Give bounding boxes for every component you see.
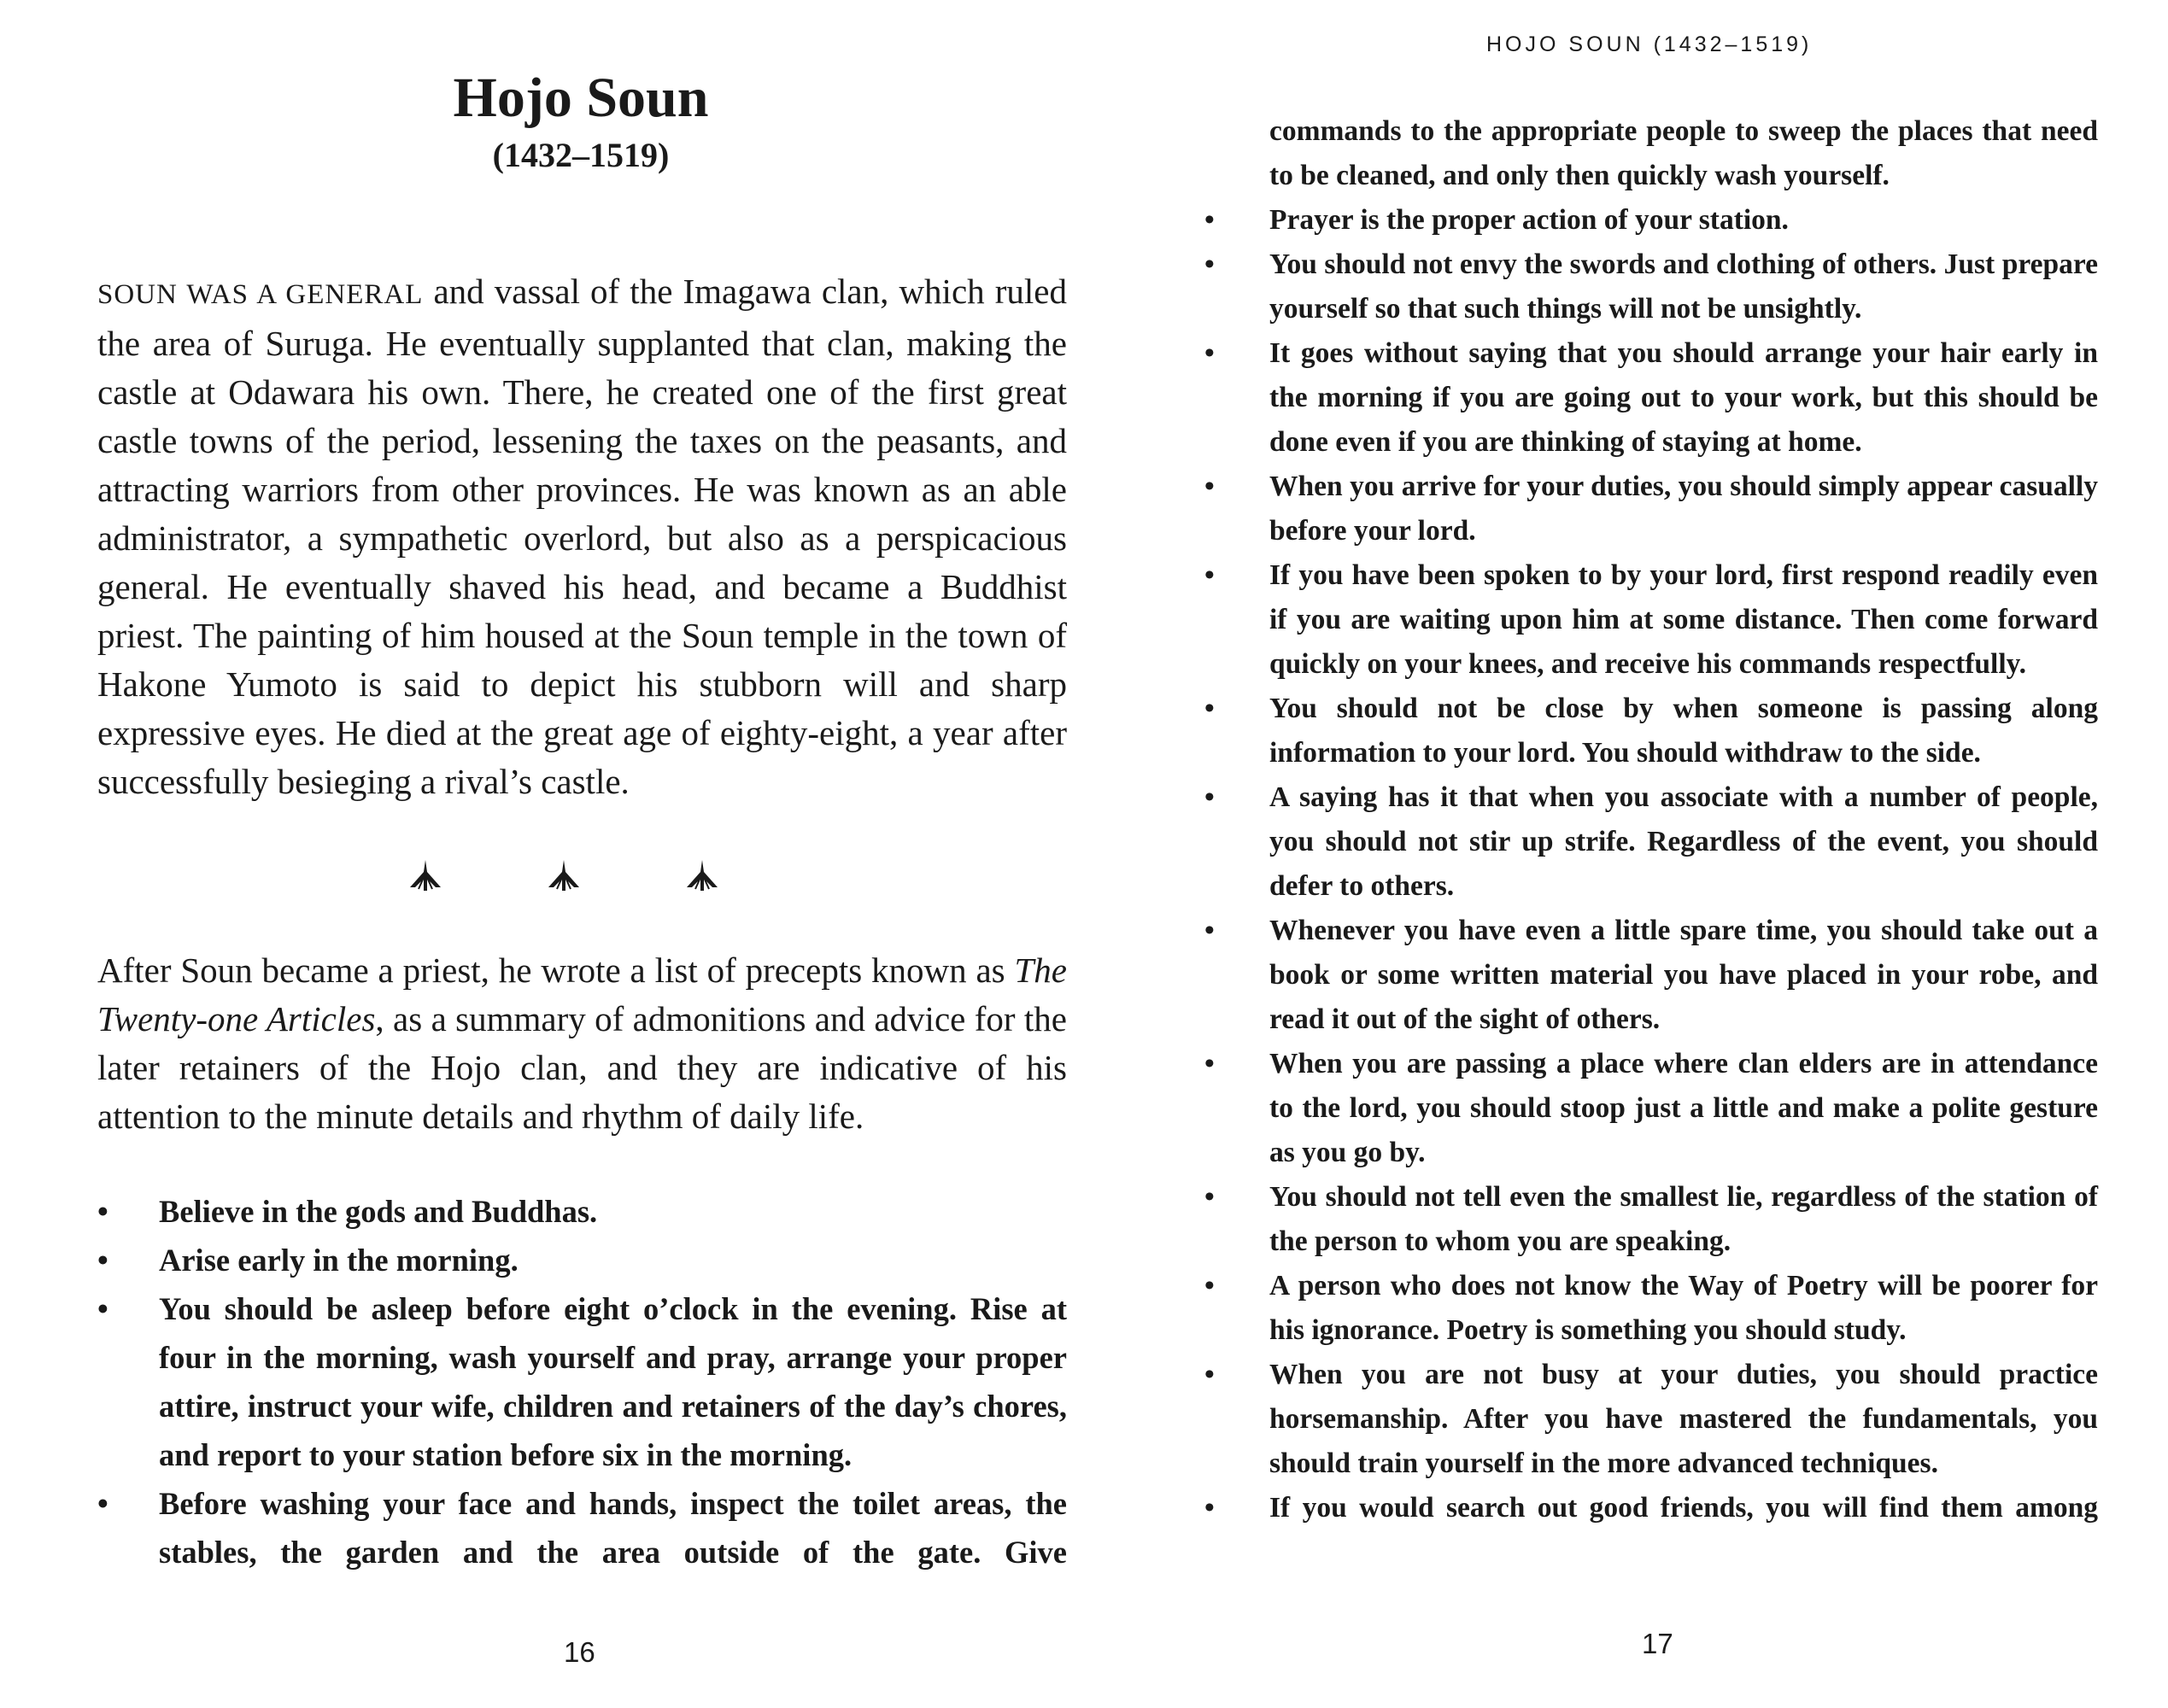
- list-item-text: A person who does not know the Way of Poetry will be poorer for his ignorance. Poetry is something you should study.: [1269, 1270, 2098, 1346]
- list-item-text: Believe in the gods and Buddhas.: [159, 1194, 598, 1229]
- page-number: 17: [1642, 1628, 1673, 1659]
- list-item-text: You should be asleep before eight o’clock in the evening. Rise at four in the morning, wash yourself and pray, arrange your proper attire, instruct your wife, children and retainers of the day’s chores, and report to your station before six in the morning.: [159, 1291, 1067, 1472]
- list-item-text: If you have been spoken to by your lord, first respond readily even if you are waiting upon him at some distance. Then come forward quickly on your knees, and receive his commands respectfully.: [1269, 559, 2098, 680]
- list-item: [1204, 1042, 2098, 1175]
- bullet-icon: •: [1204, 1181, 1215, 1213]
- bullet-icon: •: [97, 1486, 108, 1521]
- bullet-icon: •: [97, 1194, 108, 1229]
- list-item: [1204, 553, 2098, 687]
- running-head: HOJO SOUN (1432–1519): [1486, 32, 1813, 56]
- list-item-text: You should not be close by when someone is passing along information to your lord. You should withdraw to the side.: [1269, 693, 2098, 769]
- precepts-list-right: [1204, 109, 2098, 1530]
- precepts-list-left: [97, 1187, 1067, 1576]
- list-item: [1204, 1353, 2098, 1486]
- list-item: [1204, 1486, 2098, 1530]
- list-item-text: You should not tell even the smallest lie, regardless of the station of the person to whom you are speaking.: [1269, 1181, 2098, 1257]
- chapter-title: Hojo Soun: [453, 67, 709, 129]
- list-item: [97, 1284, 1067, 1479]
- bullet-icon: •: [1204, 249, 1215, 280]
- bullet-icon: •: [97, 1243, 108, 1278]
- bullet-icon: •: [1204, 915, 1215, 946]
- chapter-dates: (1432–1519): [492, 136, 670, 174]
- work-title: The Twenty-one Articles: [97, 951, 1067, 1038]
- list-item-text: It goes without saying that you should arrange your hair early in the morning if you are going out to your work, but this should be done even if you are thinking of staying at home.: [1269, 337, 2098, 458]
- list-item: [1204, 1264, 2098, 1353]
- bullet-icon: •: [1204, 471, 1215, 502]
- list-item-text: Before washing your face and hands, inspect the toilet areas, the stables, the garden and the area outside of the gate. Give: [159, 1486, 1067, 1570]
- list-item-text: When you arrive for your duties, you should simply appear casually before your lord.: [1269, 471, 2098, 547]
- preface-paragraph: [97, 946, 1067, 1141]
- list-item: [1204, 909, 2098, 1042]
- list-item-text: Whenever you have even a little spare time, you should take out a book or some written material you have placed in your robe, and read it out of the sight of others.: [1269, 915, 2098, 1035]
- list-item: [1204, 1175, 2098, 1264]
- list-item: [1204, 198, 2098, 243]
- fleuron-icon: [401, 857, 449, 894]
- list-item-continuation: commands to the appropriate people to sweep the places that need to be cleaned, and only then quickly wash yourself.: [1269, 115, 2098, 191]
- list-item-text: A saying has it that when you associate with a number of people, you should not stir up strife. Regardless of the event, you should defer to others.: [1269, 781, 2098, 902]
- intro-small-caps-lead: SOUN WAS A GENERAL: [97, 279, 424, 310]
- bullet-icon: •: [1204, 1359, 1215, 1390]
- list-item-text: You should not envy the swords and clothing of others. Just prepare yourself so that such things will not be unsightly.: [1269, 249, 2098, 325]
- bullet-icon: •: [1204, 1270, 1215, 1301]
- list-item: [1204, 687, 2098, 775]
- bullet-icon: •: [1204, 693, 1215, 724]
- list-item-text: When you are passing a place where clan elders are in attendance to the lord, you should stoop just a little and make a polite gesture as you go by.: [1269, 1048, 2098, 1168]
- fleuron-icon: [540, 857, 588, 894]
- list-item: [1204, 331, 2098, 465]
- list-item-text: When you are not busy at your duties, you should practice horsemanship. After you have mastered the fundamentals, you should train yourself in the more advanced techniques.: [1269, 1359, 2098, 1479]
- bullet-icon: •: [97, 1291, 108, 1326]
- preface-text-start: After Soun became a priest, he wrote a list of precepts known as: [97, 951, 1015, 990]
- list-item-text: Arise early in the morning.: [159, 1243, 519, 1278]
- bullet-icon: •: [1204, 337, 1215, 369]
- bullet-icon: •: [1204, 781, 1215, 813]
- list-item: [1204, 243, 2098, 331]
- preface-text-end: , as a summary of admonitions and advice for the later retainers of the Hojo clan, and they are indicative of his attention to the minute details and rhythm of daily life.: [97, 999, 1068, 1136]
- fleuron-icon: [678, 857, 726, 894]
- bullet-icon: •: [1204, 1048, 1215, 1079]
- list-item-text: Prayer is the proper action of your station.: [1269, 204, 1789, 236]
- intro-text: and vassal of the Imagawa clan, which ruled the area of Suruga. He eventually supplanted that clan, making the castle at Odawara his own. There, he created one of the first great castle towns of the period, lessening the taxes on the peasants, and attracting warriors from other provinces. He was known as an able administrator, a sympathetic overlord, but also as a perspicacious general. He eventually shaved his head, and became a Buddhist priest. The painting of him housed at the Soun temple in the town of Hakone Yumoto is said to depict his stubborn will and sharp expressive eyes. He died at the great age of eighty-eight, a year after successfully besieging a rival’s castle.: [97, 272, 1067, 801]
- list-item: [1204, 775, 2098, 909]
- bullet-icon: •: [1204, 1492, 1215, 1524]
- bullet-icon: •: [1204, 204, 1215, 236]
- intro-paragraph: [97, 267, 1067, 806]
- section-divider-ornaments: [401, 857, 743, 908]
- list-item-text: If you would search out good friends, you will find them among: [1269, 1492, 2098, 1524]
- list-item: [97, 1236, 1067, 1284]
- list-item: [1204, 465, 2098, 553]
- list-item: [97, 1479, 1067, 1576]
- bullet-icon: •: [1204, 559, 1215, 591]
- page-number: 16: [564, 1636, 595, 1668]
- list-item: [97, 1187, 1067, 1236]
